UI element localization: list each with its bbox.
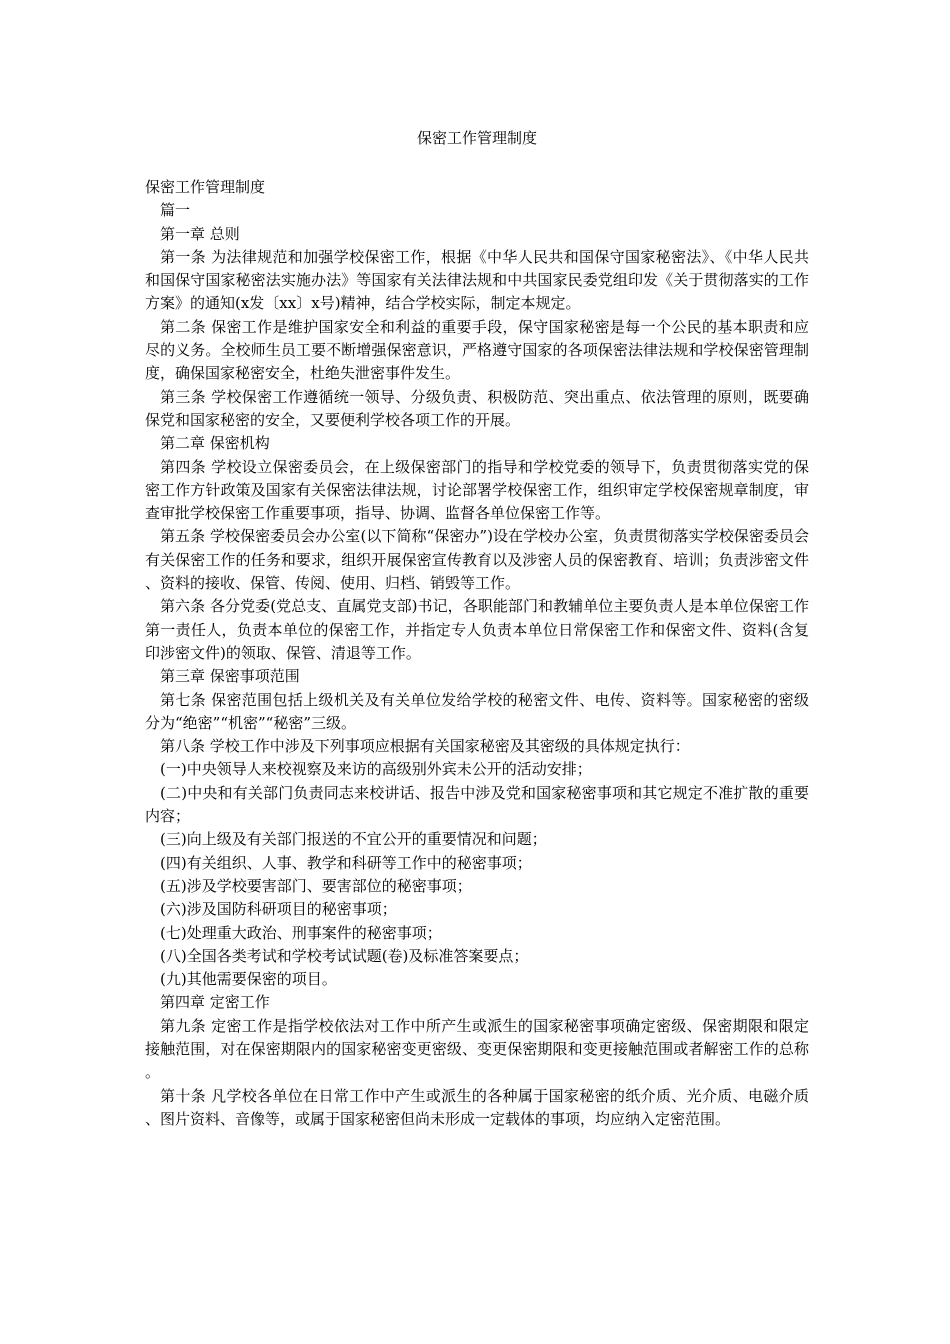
document-body xyxy=(145,176,809,1131)
paragraph: 第一条 为法律规范和加强学校保密工作，根据《中华人民共和国保守国家秘密法》、《中华人民共和国保守国家秘密法实施办法》等国家有关法律法规和中共国家民委党组印发《关于贯彻落实的工作方案》的通知(x发〔xx〕x号)精神，结合学校实际，制定本规定。 xyxy=(145,247,809,313)
paragraph: (九)其他需要保密的项目。 xyxy=(160,970,337,989)
paragraph: 第三条 学校保密工作遵循统一领导、分级负责、积极防范、突出重点、依法管理的原则，既要确保党和国家秘密的安全，又要便利学校各项工作的开展。 xyxy=(145,387,809,429)
paragraph: (二)中央和有关部门负责同志来校讲话、报告中涉及党和国家秘密事项和其它规定不准扩散的重要内容； xyxy=(145,783,809,826)
paragraph: (三)向上级及有关部门报送的不宜公开的重要情况和问题； xyxy=(160,830,547,849)
paragraph: 第一章 总则 xyxy=(160,224,240,243)
paragraph: 第四条 学校设立保密委员会，在上级保密部门的指导和学校党委的领导下，负责贯彻落实党的保密工作方针政策及国家有关保密法律法规，讨论部署学校保密工作，组织审定学校保密规章制度，审查审批学校保密工作重要事项，指导、协调、监督各单位保密工作等。 xyxy=(145,457,809,523)
paragraph: 保密工作管理制度 xyxy=(145,178,266,196)
paragraph: 第二条 保密工作是维护国家安全和利益的重要手段，保守国家秘密是每一个公民的基本职责和应尽的义务。全校师生员工要不断增强保密意识，严格遵守国家的各项保密法律法规和学校保密管理制度，确保国家秘密安全，杜绝失泄密事件发生。 xyxy=(145,317,809,383)
paragraph: 第四章 定密工作 xyxy=(160,993,270,1012)
paragraph: 第七条 保密范围包括上级机关及有关单位发给学校的秘密文件、电传、资料等。国家秘密的密级分为“绝密”“机密”“秘密”三级。 xyxy=(145,690,809,732)
paragraph: 第五条 学校保密委员会办公室(以下简称“保密办”)设在学校办公室，负责贯彻落实学校保密委员会有关保密工作的任务和要求，组织开展保密宣传教育以及涉密人员的保密教育、培训；负责涉密文件、资料的接收、保管、传阅、使用、归档、销毁等工作。 xyxy=(145,527,809,593)
paragraph: 第六条 各分党委(党总支、直属党支部)书记，各职能部门和教辅单位主要负责人是本单位保密工作第一责任人，负责本单位的保密工作，并指定专人负责本单位日常保密工作和保密文件、资料(含复印涉密文件)的领取、保管、清退等工作。 xyxy=(145,597,809,662)
paragraph: (一)中央领导人来校视察及来访的高级别外宾未公开的活动安排； xyxy=(160,760,592,779)
paragraph: 第八条 学校工作中涉及下列事项应根据有关国家秘密及其密级的具体规定执行： xyxy=(160,737,690,756)
paragraph: 第二章 保密机构 xyxy=(160,434,270,453)
paragraph: (五)涉及学校要害部门、要害部位的秘密事项； xyxy=(160,876,472,895)
paragraph: (六)涉及国防科研项目的秘密事项； xyxy=(160,900,397,919)
paragraph: 第三章 保密事项范围 xyxy=(160,667,300,686)
paragraph: 篇一 xyxy=(160,201,191,220)
paragraph: (七)处理重大政治、刑事案件的秘密事项； xyxy=(160,923,442,942)
paragraph: 第十条 凡学校各单位在日常工作中产生或派生的各种属于国家秘密的纸介质、光介质、电磁介质、图片资料、音像等，或属于国家秘密但尚未形成一定载体的事项，均应纳入定密范围。 xyxy=(145,1086,809,1128)
paragraph: (四)有关组织、人事、教学和科研等工作中的秘密事项； xyxy=(160,853,532,872)
document-title: 保密工作管理制度 xyxy=(416,129,537,147)
paragraph: 第九条 定密工作是指学校依法对工作中所产生或派生的国家秘密事项确定密级、保密期限和限定接触范围，对在保密期限内的国家秘密变更密级、变更保密期限和变更接触范围或者解密工作的总称。 xyxy=(145,1016,809,1082)
paragraph: (八)全国各类考试和学校考试试题(卷)及标准答案要点； xyxy=(160,946,529,965)
